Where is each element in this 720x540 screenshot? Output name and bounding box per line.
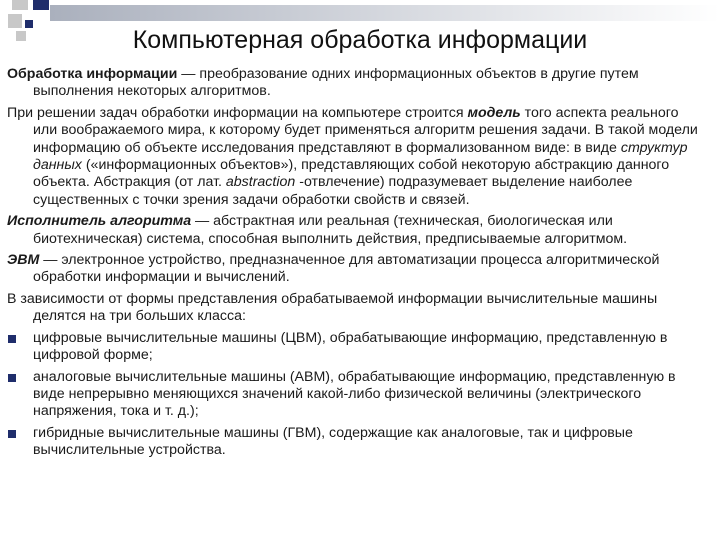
term-evm: ЭВМ [7,252,40,269]
model-text-4: -отвлечение) подразумевает выделение наиболее существенных с точки зрения задачи обработки свойств и связей. [33,174,633,208]
paragraph-model [7,105,701,209]
paragraph-algorithm-executor [7,213,701,248]
list-item-text: аналоговые вычислительные машины (АВМ), обрабатывающие информацию, представленную в виде непрерывно меняющихся значений какой-либо физической величины (электрического напряжения, тока и т. д.); [33,368,676,420]
paragraph-computer [7,252,701,287]
definition-text: — преобразование одних информационных объектов в другие путем выполнения некоторых алгоритмов. [33,66,639,100]
model-text-1: При решении задач обработки информации на компьютере строится [7,104,468,121]
paragraph-classes-intro [7,291,701,326]
term-data-structures: структур данных [33,139,688,174]
list-item [7,330,701,365]
model-text-2: того аспекта реального или воображаемого мира, к которому будет применяться алгоритм решения задачи. В такой модели информацию об объекте исследования представляют в формализованном виде: в виде [33,104,698,156]
term-abstraction-latin: abstraction [225,174,296,191]
list-item [7,425,701,460]
model-text-3: («информационных объектов»), представляющих собой некоторую абстракцию данного объекта. Абстракция (от лат. [33,157,670,191]
term-information-processing: Обработка информации [7,66,178,82]
term-model: модель [467,104,521,121]
evm-text: — электронное устройство, предназначенное для автоматизации процесса алгоритмической обработки информации и вычислений. [33,252,660,286]
deco-square-navy-top [33,0,49,10]
list-item [7,369,701,421]
slide-body [7,66,701,464]
term-algorithm-executor: Исполнитель алгоритма [7,213,192,230]
bullet-square-icon [8,335,16,343]
list-item-text: цифровые вычислительные машины (ЦВМ), обрабатывающие информацию, представленную в цифровой форме; [33,329,668,364]
list-item-text: гибридные вычислительные машины (ГВМ), содержащие как аналоговые, так и цифровые вычислительные устройства. [33,424,633,459]
bullet-square-icon [8,430,16,438]
classes-intro-text: В зависимости от формы представления обрабатываемой информации вычислительные машины делятся на три больших класса: [7,290,658,325]
deco-square-gray-top [12,0,28,10]
bullet-square-icon [8,374,16,382]
executor-text: — абстрактная или реальная (техническая, биологическая или биотехническая) система, способная выполнить действия, предписываемые алгоритмом. [33,213,628,247]
header-gradient-bar [50,5,720,21]
paragraph-definition-processing [7,66,701,101]
slide-title: Компьютерная обработка информации [132,26,588,54]
